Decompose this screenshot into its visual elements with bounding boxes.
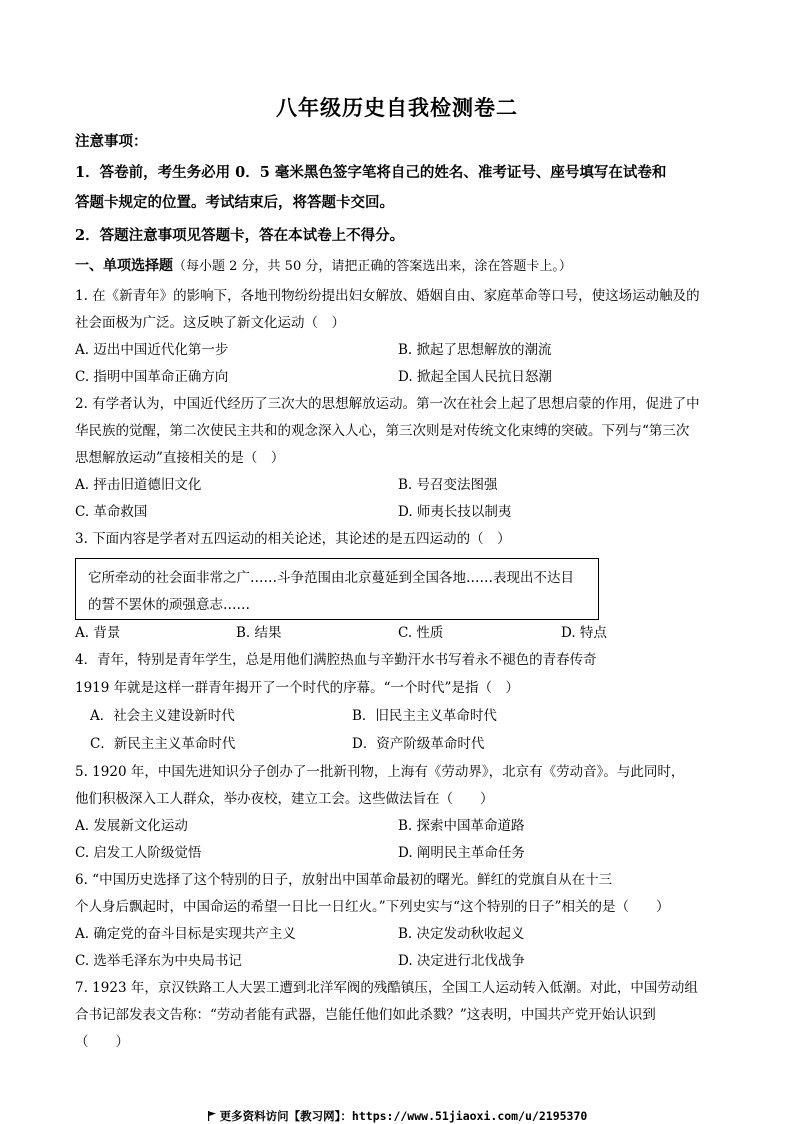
q1-option-b: B. 掀起了思想解放的潮流 [398,342,552,358]
q4-stem-line-1: 4．青年，特别是青年学生，总是用他们满腔热血与辛勤汗水书写着永不褪色的青春传奇 [75,652,597,668]
q3-option-b: B. 结果 [236,625,282,641]
q3-option-a: A. 背景 [75,625,121,641]
q7-stem-line-3: （ ） [75,1034,129,1050]
q2-option-c: C. 革命救国 [75,504,148,520]
section-1-note: （每小题 2 分，共 50 分，请把正确的答案选出来，涂在答题卡上。） [173,259,572,274]
q3-option-d: D. 特点 [561,625,607,641]
q6-option-a: A. 确定党的奋斗目标是实现共产主义 [75,926,296,942]
q1-stem-line-2: 社会面极为广泛。这反映了新文化运动（ ） [75,315,345,331]
q2-option-a: A. 抨击旧道德旧文化 [75,477,202,493]
q1-option-a: A. 迈出中国近代化第一步 [75,342,229,358]
q5-option-d: D. 阐明民主革命任务 [398,845,525,861]
q1-option-d: D. 掀起全国人民抗日怒潮 [398,369,552,385]
section-1-header [75,258,725,275]
notice-heading: 注意事项： [75,133,148,150]
q6-stem-line-1: 6. “中国历史选择了这个特别的日子，放射出中国革命最初的曙光。鲜红的党旗自从在十三 [75,872,613,888]
notice-item-2: 2．答题注意事项见答题卡，答在本试卷上不得分。 [75,227,405,244]
q5-stem-line-2: 他们积极深入工人群众，举办夜校，建立工会。这些做法旨在（ ） [75,791,494,807]
q5-option-b: B. 探索中国革命道路 [398,818,525,834]
q6-option-d: D. 决定进行北伐战争 [398,953,525,969]
q7-stem-line-2: 合书记部发表文告称：“劳动者能有武器，岂能任他们如此杀戮？”这表明，中国共产党开始认识到 [75,1007,656,1023]
q3-quote-line-1: 它所牵动的社会面非常之广……斗争范围由北京蔓延到全国各地……表现出不达目 [88,570,574,586]
page-title: 八年级历史自我检测卷二 [276,95,518,120]
q6-option-b: B. 决定发动秋收起义 [398,926,525,942]
footer-text[interactable]: 更多资料访问【教习网】：https://www.51jiaoxi.com/u/2195370 [219,1109,588,1123]
notice-item-1-line-2: 答题卡规定的位置。考试结束后，将答题卡交回。 [75,194,394,211]
q4-option-d: D．资产阶级革命时代 [352,736,485,752]
q2-option-d: D. 师夷长技以制夷 [398,504,512,520]
q3-quote-line-2: 的誓不罢休的顽强意志…… [88,597,250,613]
q4-stem-line-2: 1919 年就是这样一群青年揭开了一个时代的序幕。“一个时代”是指（ ） [75,680,519,696]
q7-stem-line-1: 7. 1923 年，京汉铁路工人大罢工遭到北洋军阀的残酷镇压，全国工人运动转入低潮。对此，中国劳动组 [75,980,698,996]
q6-stem-line-2: 个人身后飘起时，中国命运的希望一日比一日红火。”下列史实与“这个特别的日子”相关的是（ ） [75,899,670,915]
q1-option-c: C. 指明中国革命正确方向 [75,369,229,385]
flag-icon [207,1111,217,1121]
q5-option-c: C. 启发工人阶级觉悟 [75,845,202,861]
q3-quote-box [75,558,599,620]
q3-option-c: C. 性质 [398,625,444,641]
footer-link[interactable] [0,1108,794,1124]
q1-stem-line-1: 1. 在《新青年》的影响下，各地刊物纷纷提出妇女解放、婚姻自由、家庭革命等口号，使这场运动触及的 [75,288,700,304]
q4-option-c: C．新民主主义革命时代 [90,736,236,752]
q3-stem-line-1: 3. 下面内容是学者对五四运动的相关论述，其论述的是五四运动的（ ） [75,531,511,547]
section-1-heading: 一、单项选择题 [75,258,173,274]
q5-option-a: A. 发展新文化运动 [75,818,188,834]
q2-stem-line-2: 华民族的觉醒，第二次使民主共和的观念深入人心，第三次则是对传统文化束缚的突破。下列与“第三次 [75,423,690,439]
q2-stem-line-1: 2. 有学者认为，中国近代经历了三次大的思想解放运动。第一次在社会上起了思想启蒙的作用，促进了中 [75,396,700,412]
q4-option-b: B．旧民主主义革命时代 [352,708,497,724]
q6-option-c: C. 选举毛泽东为中央局书记 [75,953,242,969]
q5-stem-line-1: 5. 1920 年，中国先进知识分子创办了一批新刊物，上海有《劳动界》，北京有《劳动音》。与此同时， [75,764,685,780]
notice-item-1-line-1: 1．答卷前，考生务必用 0．5 毫米黑色签字笔将自己的姓名、准考证号、座号填写在试卷和 [75,164,667,181]
q2-stem-line-3: 思想解放运动”直接相关的是（ ） [75,450,285,466]
q4-option-a: A．社会主义建设新时代 [90,708,235,724]
q2-option-b: B. 号召变法图强 [398,477,498,493]
